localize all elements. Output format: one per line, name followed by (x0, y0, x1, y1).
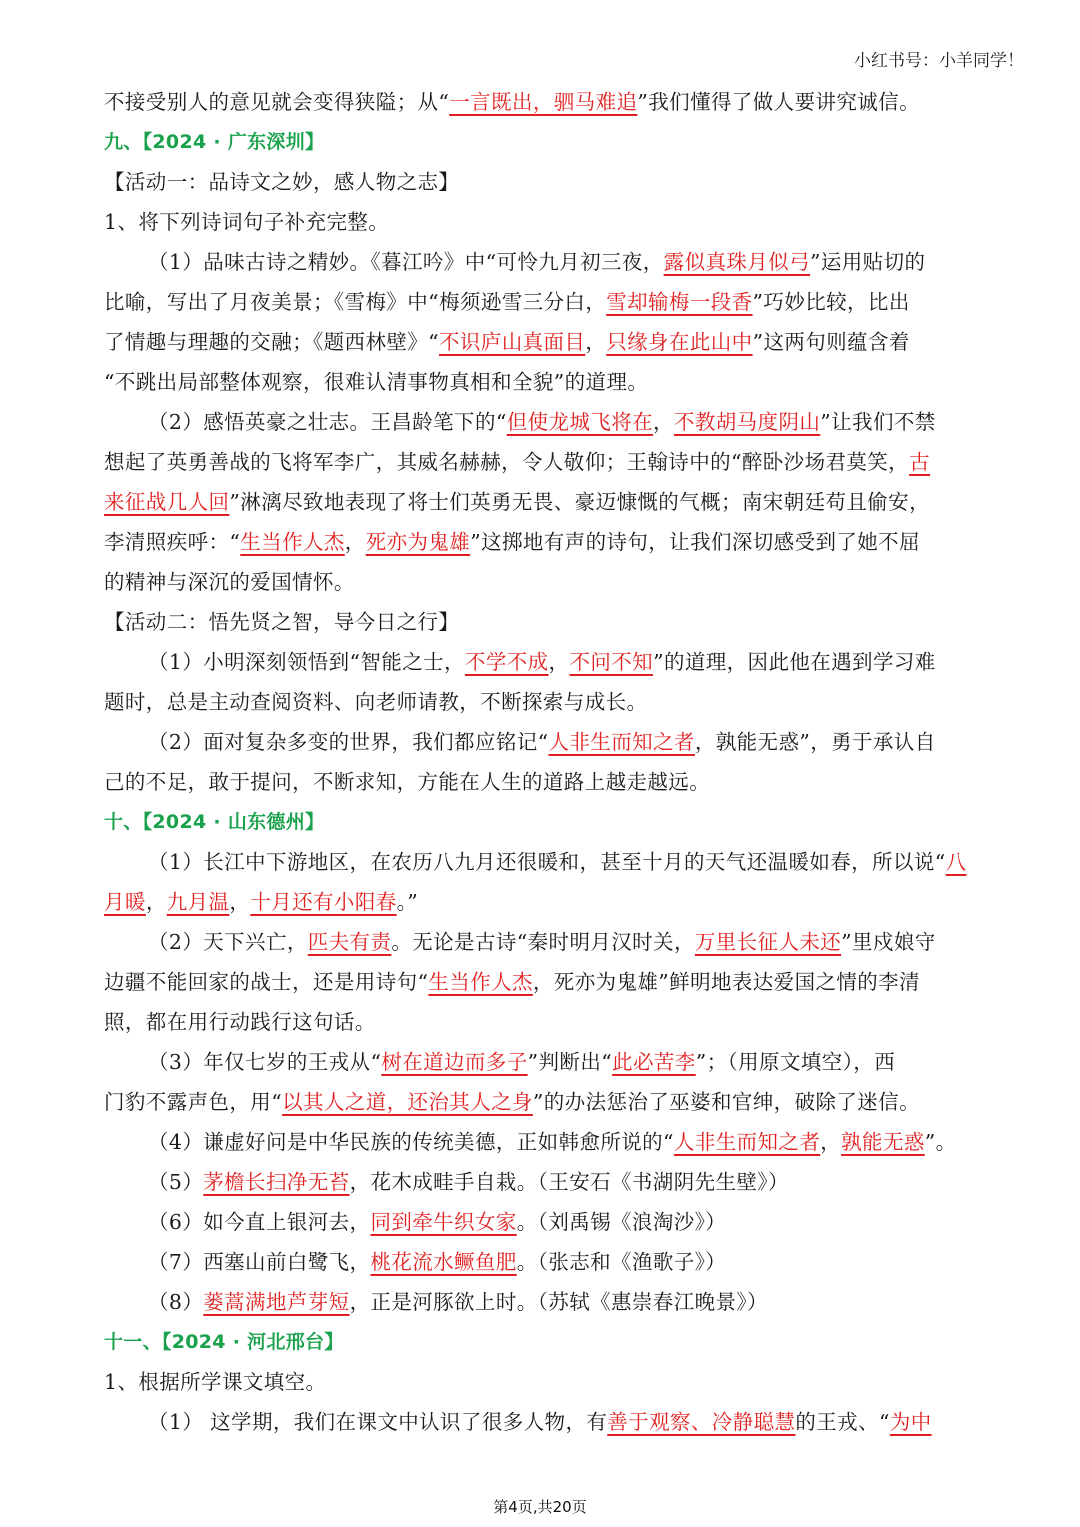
text-line (104, 522, 978, 562)
body-text: （1）长江中下游地区，在农历八九月还很暖和，甚至十月的天气还温暖如春，所以说“ (148, 850, 946, 874)
answer-text: 死亦为鬼雄 (365, 530, 471, 554)
body-text: （2）感悟英豪之壮志。王昌龄笔下的“ (148, 410, 507, 434)
body-text: ， (653, 410, 674, 434)
body-text: 题时，总是主动查阅资料、向老师请教，不断探索与成长。 (104, 690, 648, 714)
text-line (104, 1042, 978, 1082)
answer-text: 蒌蒿满地芦芽短 (203, 1290, 350, 1314)
body-text: ”的道理，因此他在遇到学习难 (653, 650, 936, 674)
body-text: （2）天下兴亡， (148, 930, 308, 954)
body-text: 己的不足，敢于提问，不断求知，方能在人生的道路上越走越远。 (104, 770, 711, 794)
body-text: ， (229, 890, 251, 914)
answer-text: 九月温 (166, 890, 230, 914)
text-line (104, 362, 978, 402)
text-line (104, 1162, 978, 1202)
answer-text: 不识庐山真面目 (439, 330, 586, 354)
text-line (104, 642, 978, 682)
text-line (104, 842, 978, 882)
body-text: 十、【2024 · 山东德州】 (104, 811, 325, 833)
body-text: 【活动一：品诗文之妙，感人物之志】 (104, 170, 460, 194)
text-line (104, 1402, 978, 1442)
body-text: ”我们懂得了做人要讲究诚信。 (637, 90, 920, 114)
answer-text: 一言既出，驷马难追 (449, 90, 638, 114)
section-heading (104, 122, 978, 162)
body-text: （1） 这学期，我们在课文中认识了很多人物，有 (148, 1410, 608, 1434)
answer-text: 不学不成 (464, 650, 549, 674)
answer-text: 万里长征人未还 (694, 930, 842, 954)
body-text: ，正是河豚欲上时。（苏轼《惠崇春江晚景》） (349, 1290, 768, 1314)
answer-text: 古 (909, 450, 930, 474)
text-line (104, 1082, 978, 1122)
body-text: ”巧妙比较，比出 (752, 290, 910, 314)
text-line (104, 322, 978, 362)
body-text: （5） (148, 1170, 204, 1194)
body-text: ”里戍娘守 (841, 930, 936, 954)
text-line (104, 242, 978, 282)
text-line (104, 962, 978, 1002)
answer-text: 只缘身在此山中 (606, 330, 753, 354)
body-text: 十一、【2024 · 河北邢台】 (104, 1331, 344, 1353)
document-body (104, 82, 978, 1442)
body-text: ”；（用原文填空），西 (695, 1050, 896, 1074)
body-text: 【活动二：悟先贤之智，导今日之行】 (104, 610, 460, 634)
answer-text: 月暖 (104, 890, 146, 914)
answer-text: 此必苦李 (612, 1050, 696, 1074)
body-text: 。（刘禹锡《浪淘沙》） (516, 1210, 727, 1234)
body-text: ， (585, 330, 607, 354)
text-line (104, 722, 978, 762)
body-text: “不跳出局部整体观察，很难认清事物真相和全貌”的道理。 (104, 370, 649, 394)
answer-text: 同到牵牛织女家 (370, 1210, 517, 1234)
answer-text: 桃花流水鳜鱼肥 (370, 1250, 517, 1274)
body-text: 照，都在用行动践行这句话。 (104, 1010, 376, 1034)
body-text: ， (145, 890, 167, 914)
answer-text: 孰能无惑 (841, 1130, 925, 1154)
text-line (104, 882, 978, 922)
answer-text: 生当作人杰 (428, 970, 533, 994)
body-text: 的王戎、“ (795, 1410, 890, 1434)
body-text: 。无论是古诗“秦时明月汉时关， (391, 930, 695, 954)
body-text: ，花木成畦手自栽。（王安石《书湖阴先生壁》） (349, 1170, 789, 1194)
body-text: ， (820, 1130, 842, 1154)
text-line (104, 82, 978, 122)
text-line (104, 1202, 978, 1242)
body-text: 1、根据所学课文填空。 (104, 1370, 327, 1394)
text-line (104, 1362, 978, 1402)
header-note: 小红书号：小羊同学！ (854, 51, 1024, 71)
answer-text: 雪却输梅一段香 (606, 290, 753, 314)
body-text: （6）如今直上银河去， (148, 1210, 371, 1234)
body-text: 了情趣与理趣的交融；《题西林壁》“ (104, 330, 440, 354)
body-text: ”淋漓尽致地表现了将士们英勇无畏、豪迈慷慨的气概；南宋朝廷苟且偷安， (229, 490, 930, 514)
body-text: ， (344, 530, 366, 554)
answer-text: 不问不知 (569, 650, 654, 674)
body-text: ”的办法惩治了巫婆和官绅，破除了迷信。 (532, 1090, 920, 1114)
body-text: 九、【2024 · 广东深圳】 (104, 131, 325, 153)
page-footer: 第4页,共20页 (493, 1498, 587, 1516)
body-text: 李清照疾呼：“ (104, 530, 241, 554)
answer-text: 树在道边而多子 (381, 1050, 528, 1074)
text-line (104, 922, 978, 962)
body-text: 1、将下列诗词句子补充完整。 (104, 210, 390, 234)
answer-text: 不教胡马度阴山 (673, 410, 821, 434)
body-text: ”这两句则蕴含着 (752, 330, 910, 354)
body-text: 。” (396, 890, 419, 914)
answer-text: 人非生而知之者 (673, 1130, 821, 1154)
text-line (104, 482, 978, 522)
body-text: ”判断出“ (527, 1050, 613, 1074)
body-text: ， (548, 650, 570, 674)
body-text: ，死亦为鬼雄”鲜明地表达爱国之情的李清 (532, 970, 920, 994)
text-line (104, 1242, 978, 1282)
text-line (104, 562, 978, 602)
answer-text: 茅檐长扫净无苔 (203, 1170, 350, 1194)
answer-text: 匹夫有责 (307, 930, 392, 954)
section-heading (104, 1322, 978, 1362)
body-text: 门豹不露声色，用“ (104, 1090, 283, 1114)
body-text: ”这掷地有声的诗句，让我们深切感受到了她不屈 (470, 530, 920, 554)
text-line (104, 162, 978, 202)
section-heading (104, 802, 978, 842)
answer-text: 露似真珠月似弓 (663, 250, 810, 274)
body-text: （3）年仅七岁的王戎从“ (148, 1050, 382, 1074)
text-line (104, 202, 978, 242)
body-text: 边疆不能回家的战士，还是用诗句“ (104, 970, 429, 994)
body-text: ”让我们不禁 (820, 410, 936, 434)
body-text: ，孰能无惑”，勇于承认自 (694, 730, 936, 754)
answer-text: 十月还有小阳春 (250, 890, 397, 914)
body-text: （8） (148, 1290, 204, 1314)
text-line (104, 442, 978, 482)
answer-text: 生当作人杰 (240, 530, 345, 554)
body-text: （1）品味古诗之精妙。《暮江吟》中“可怜九月初三夜， (148, 250, 664, 274)
body-text: （2）面对复杂多变的世界，我们都应铭记“ (148, 730, 549, 754)
answer-text: 来征战几人回 (104, 490, 230, 514)
text-line (104, 602, 978, 642)
answer-text: 但使龙城飞将在 (506, 410, 654, 434)
answer-text: 八 (945, 850, 967, 874)
body-text: （4）谦虚好问是中华民族的传统美德，正如韩愈所说的“ (148, 1130, 674, 1154)
text-line (104, 402, 978, 442)
body-text: 想起了英勇善战的飞将军李广，其威名赫赫，令人敬仰；王翰诗中的“醉卧沙场君莫笑， (104, 450, 910, 474)
answer-text: 人非生而知之者 (548, 730, 695, 754)
body-text: 的精神与深沉的爱国情怀。 (104, 570, 355, 594)
body-text: （7）西塞山前白鹭飞， (148, 1250, 371, 1274)
body-text: ”运用贴切的 (809, 250, 926, 274)
text-line (104, 1002, 978, 1042)
body-text: （1）小明深刻领悟到“智能之士， (148, 650, 465, 674)
answer-text: 以其人之道，还治其人之身 (282, 1090, 533, 1114)
body-text: ”。 (924, 1130, 957, 1154)
answer-text: 为中 (889, 1410, 932, 1434)
body-text: 。（张志和《渔歌子》） (516, 1250, 727, 1274)
text-line (104, 762, 978, 802)
text-line (104, 1282, 978, 1322)
body-text: 比喻，写出了月夜美景；《雪梅》中“梅须逊雪三分白， (104, 290, 607, 314)
answer-text: 善于观察、冷静聪慧 (607, 1410, 796, 1434)
text-line (104, 682, 978, 722)
text-line (104, 1122, 978, 1162)
text-line (104, 282, 978, 322)
body-text: 不接受别人的意见就会变得狭隘；从“ (104, 90, 450, 114)
